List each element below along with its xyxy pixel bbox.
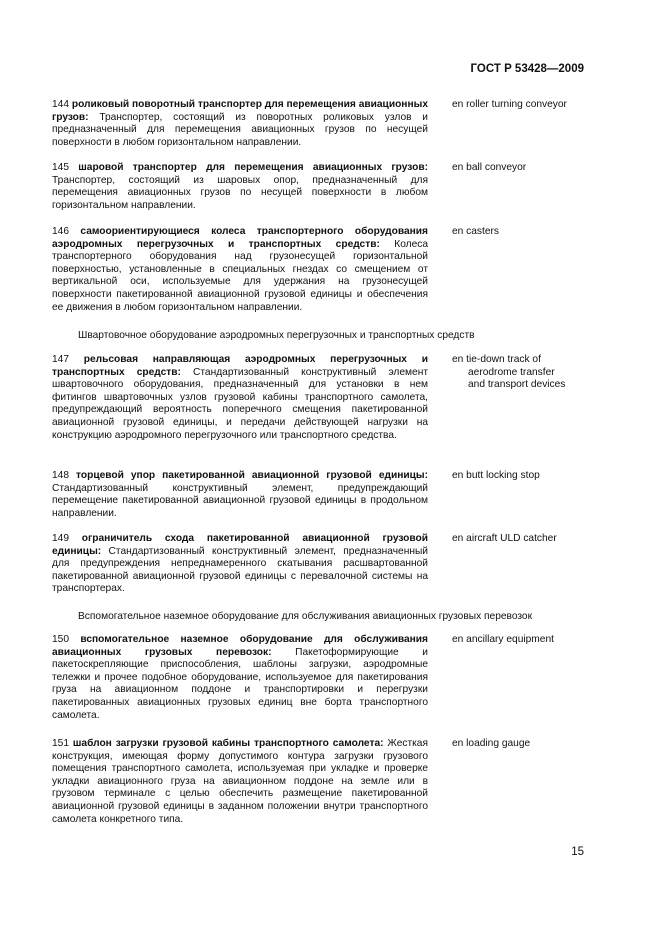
term-title: ограничитель схода пакетированной авиационной грузовой единицы: bbox=[52, 533, 428, 557]
term-text: Транспортер, состоящий из шаровых опор, предназначенный для перемещения авиационных грузов по несущей поверхности в любом горизонтальном направлении. bbox=[52, 174, 428, 211]
term-number: 145 bbox=[52, 162, 69, 173]
term-text: Стандартизованный конструктивный элемент, предназначенный для предупреждения непреднамеренного скатывания расшвартованной пакетированной авиационной грузовой единицы с перевалочной системы на транспортерах. bbox=[52, 545, 428, 595]
term-text: Транспортер, состоящий из поворотных роликовых узлов и предназначенный для перемещения авиационных грузов по несущей поверхности в любом горизонтальном направлении. bbox=[52, 111, 428, 148]
term-number: 148 bbox=[52, 470, 69, 481]
term-title: шаровой транспортер для перемещения авиационных грузов: bbox=[78, 162, 428, 173]
term-text: Стандартизованный конструктивный элемент, предупреждающий перемещение пакетированной авиационной грузовой единицы в продольном направлении. bbox=[52, 482, 428, 519]
english-term: en butt locking stop bbox=[452, 470, 540, 481]
term-number: 144 bbox=[52, 99, 69, 110]
term-title: рельсовая направляющая аэродромных перегрузочных и транспортных средств: bbox=[52, 354, 428, 378]
term-definition bbox=[52, 470, 428, 520]
english-term: en ball conveyor bbox=[452, 162, 527, 173]
term-number: 146 bbox=[52, 226, 69, 237]
english-equivalent bbox=[452, 533, 592, 546]
term-definition bbox=[52, 162, 428, 212]
term-number: 149 bbox=[52, 533, 69, 544]
term-text: Колеса транспортерного оборудования над грузонесущей горизонтальной поверхностью, установленные в специальных гнездах со смещением от вертикальной оси, используемые для удержания на грузонесущей поверхности пакетированной авиационной грузовой единицы и обеспечения ее движения в любом горизонтальном направлении. bbox=[52, 238, 429, 313]
term-number: 151 bbox=[52, 738, 69, 749]
term-title: торцевой упор пакетированной авиационной грузовой единицы: bbox=[76, 470, 428, 481]
term-title: шаблон загрузки грузовой кабины транспортного самолета: bbox=[72, 738, 384, 749]
term-definition bbox=[52, 738, 428, 826]
english-equivalent bbox=[452, 634, 592, 647]
english-term-line: and transport devices bbox=[468, 379, 566, 391]
term-text: Пакетоформирующие и пакетоскрепляющие приспособления, шаблоны загрузки, аэродромные тележки и прочее подобное оборудование, используемое для пакетирования груза на авиационном поддоне и транспортировки и перегрузки пакетированных авиационных грузовых единиц вне борта транспортного самолета. bbox=[52, 646, 428, 721]
english-term: en ancillary equipment bbox=[452, 634, 554, 645]
english-term: en roller turning conveyor bbox=[452, 99, 567, 110]
term-text: Жесткая конструкция, имеющая форму допустимого контура загрузки грузового помещения транспортного самолета, используемая при укладке и проверке укладки авиационного груза на авиационном поддоне на земле или в грузовом терминале с целью обеспечить размещение пакетированной авиационной грузовой единицы в заданном положении внутри транспортного самолета конкретного типа. bbox=[52, 738, 428, 825]
english-equivalent bbox=[452, 738, 592, 751]
term-definition bbox=[52, 533, 428, 596]
section-heading-tiedown: Швартовочное оборудование аэродромных перегрузочных и транспортных средств bbox=[78, 330, 475, 341]
english-term: en aircraft ULD catcher bbox=[452, 533, 557, 544]
term-definition bbox=[52, 226, 428, 314]
english-equivalent bbox=[452, 470, 592, 483]
english-equivalent bbox=[452, 354, 592, 392]
term-title: роликовый поворотный транспортер для перемещения авиационных грузов: bbox=[52, 99, 428, 123]
english-equivalent bbox=[452, 226, 592, 239]
term-title: самоориентирующиеся колеса транспортерного оборудования аэродромных перегрузочных и транспортных средств: bbox=[52, 226, 428, 250]
page-number: 15 bbox=[571, 846, 584, 858]
english-term-line: aerodrome transfer bbox=[468, 366, 555, 378]
section-heading-ancillary: Вспомогательное наземное оборудование для обслуживания авиационных грузовых перевозок bbox=[78, 611, 533, 622]
term-definition bbox=[52, 634, 428, 722]
english-equivalent bbox=[452, 162, 592, 175]
term-number: 150 bbox=[52, 634, 69, 645]
english-term: en tie-down track of bbox=[452, 354, 541, 365]
term-definition bbox=[52, 99, 428, 149]
standard-header: ГОСТ Р 53428—2009 bbox=[470, 63, 584, 75]
english-equivalent bbox=[452, 99, 592, 112]
english-term: en casters bbox=[452, 226, 499, 237]
term-title: вспомогательное наземное оборудование для обслуживания авиационных грузовых перевозок: bbox=[52, 634, 428, 658]
term-number: 147 bbox=[52, 354, 69, 365]
english-term: en loading gauge bbox=[452, 738, 531, 749]
term-text: Стандартизованный конструктивный элемент швартовочного оборудования, предназначенный для установки в нем фитингов швартовочных узлов грузовой кабины транспортного самолета, предупреждающий вероятность поперечного смещения пакетированной авиационной грузовой единицы, и передачи действующей нагрузки на конструкцию аэродромного перегрузочного или транспортного средства. bbox=[52, 366, 428, 441]
term-definition bbox=[52, 354, 428, 442]
